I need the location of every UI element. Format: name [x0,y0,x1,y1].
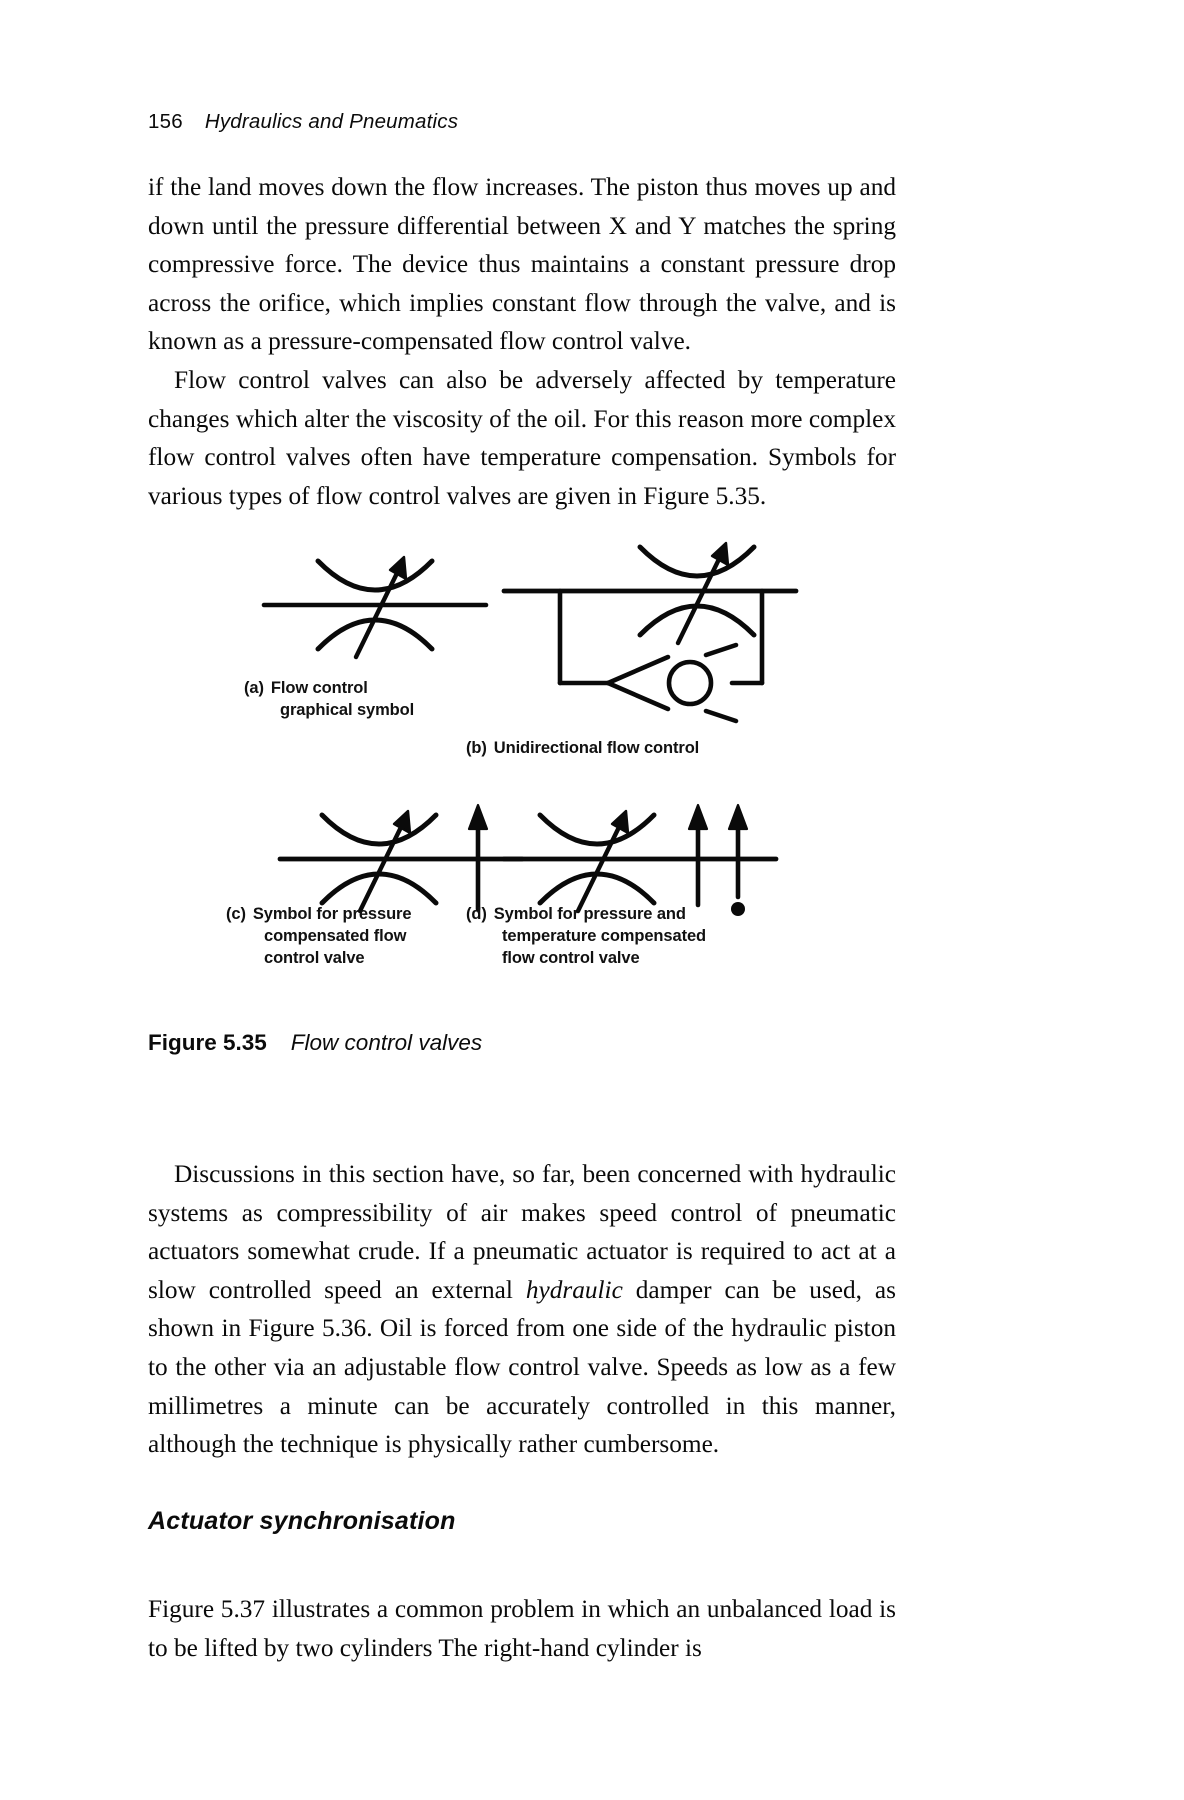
figure-number: Figure 5.35 [148,1030,267,1055]
figure-item-label-b: (b) [466,739,487,757]
running-head [148,110,908,134]
section-heading-actuator-synchronisation: Actuator synchronisation [148,1507,456,1535]
figure-item-caption-a-line1: Flow control [270,679,368,697]
figure-caption-c [226,903,472,969]
body-text-top [148,168,896,515]
figure-item-caption-c-line3: control valve [264,949,365,967]
paragraph-3-part1: Discussions in this section have, so far, been concerned with hydraulic systems as compressibility of air makes speed control of pneumatic actuators somewhat crude. If a pneumatic actuator is required to act at a slow controlled speed an external [148,1160,896,1304]
paragraph-2: Flow control valves can also be adversely affected by temperature changes which alter the viscosity of the oil. For this reason more complex flow control valves often have temperature compensation. Symbols for various types of flow control valves are given in Figure 5.35. [148,365,896,510]
figure-caption-a [244,677,474,721]
figure-item-caption-c-line1: Symbol for pressure [252,905,412,923]
figure-item-label-c: (c) [226,905,246,923]
paragraph-1: if the land moves down the flow increases. The piston thus moves up and down until the pressure differential between X and Y matches the spring compressive force. The device thus maintains a constant pressure drop across the orifice, which implies constant flow through the valve, and is known as a pressure-compensated flow control valve. [148,173,896,356]
figure-item-caption-d-line1: Symbol for pressure and [493,905,686,923]
figure-item-label-a: (a) [244,679,264,697]
page-number: 156 [148,110,183,133]
running-title: Hydraulics and Pneumatics [204,110,459,133]
figure-caption-d [466,903,766,969]
figure-5-35-artwork [148,525,908,967]
figure-item-caption-a-line2: graphical symbol [280,701,415,719]
paragraph-3-part2: damper can be used, as shown in Figure 5.36. Oil is forced from one side of the hydraulic piston to the other via an adjustable flow control valve. Speeds as low as a few millimetres a minute can be accurately controlled in this manner, although the technique is physically rather cumbersome. [148,1275,896,1459]
paragraph-4: Figure 5.37 illustrates a common problem in which an unbalanced load is to be lifted by two cylinders The right-hand cylinder is [148,1595,896,1662]
figure-item-caption-c-line2: compensated flow [264,927,407,945]
paragraph-3-emphasis: hydraulic [525,1275,623,1304]
figure-item-label-d: (d) [466,905,487,923]
body-text-middle [148,1155,896,1464]
figure-caption-b [466,737,796,759]
figure-item-caption-b-line1: Unidirectional flow control [493,739,700,757]
flow-control-graphical-symbol [260,535,490,675]
figure-title: Flow control valves [290,1030,483,1055]
figure-symbol-grid [148,525,908,967]
figure-caption [148,1030,482,1056]
unidirectional-flow-control-symbol [500,525,800,725]
figure-item-caption-d-line3: flow control valve [502,949,640,967]
paragraph-3 [148,1155,896,1464]
figure-item-caption-d-line2: temperature compensated [502,927,707,945]
body-text-bottom [148,1590,896,1667]
